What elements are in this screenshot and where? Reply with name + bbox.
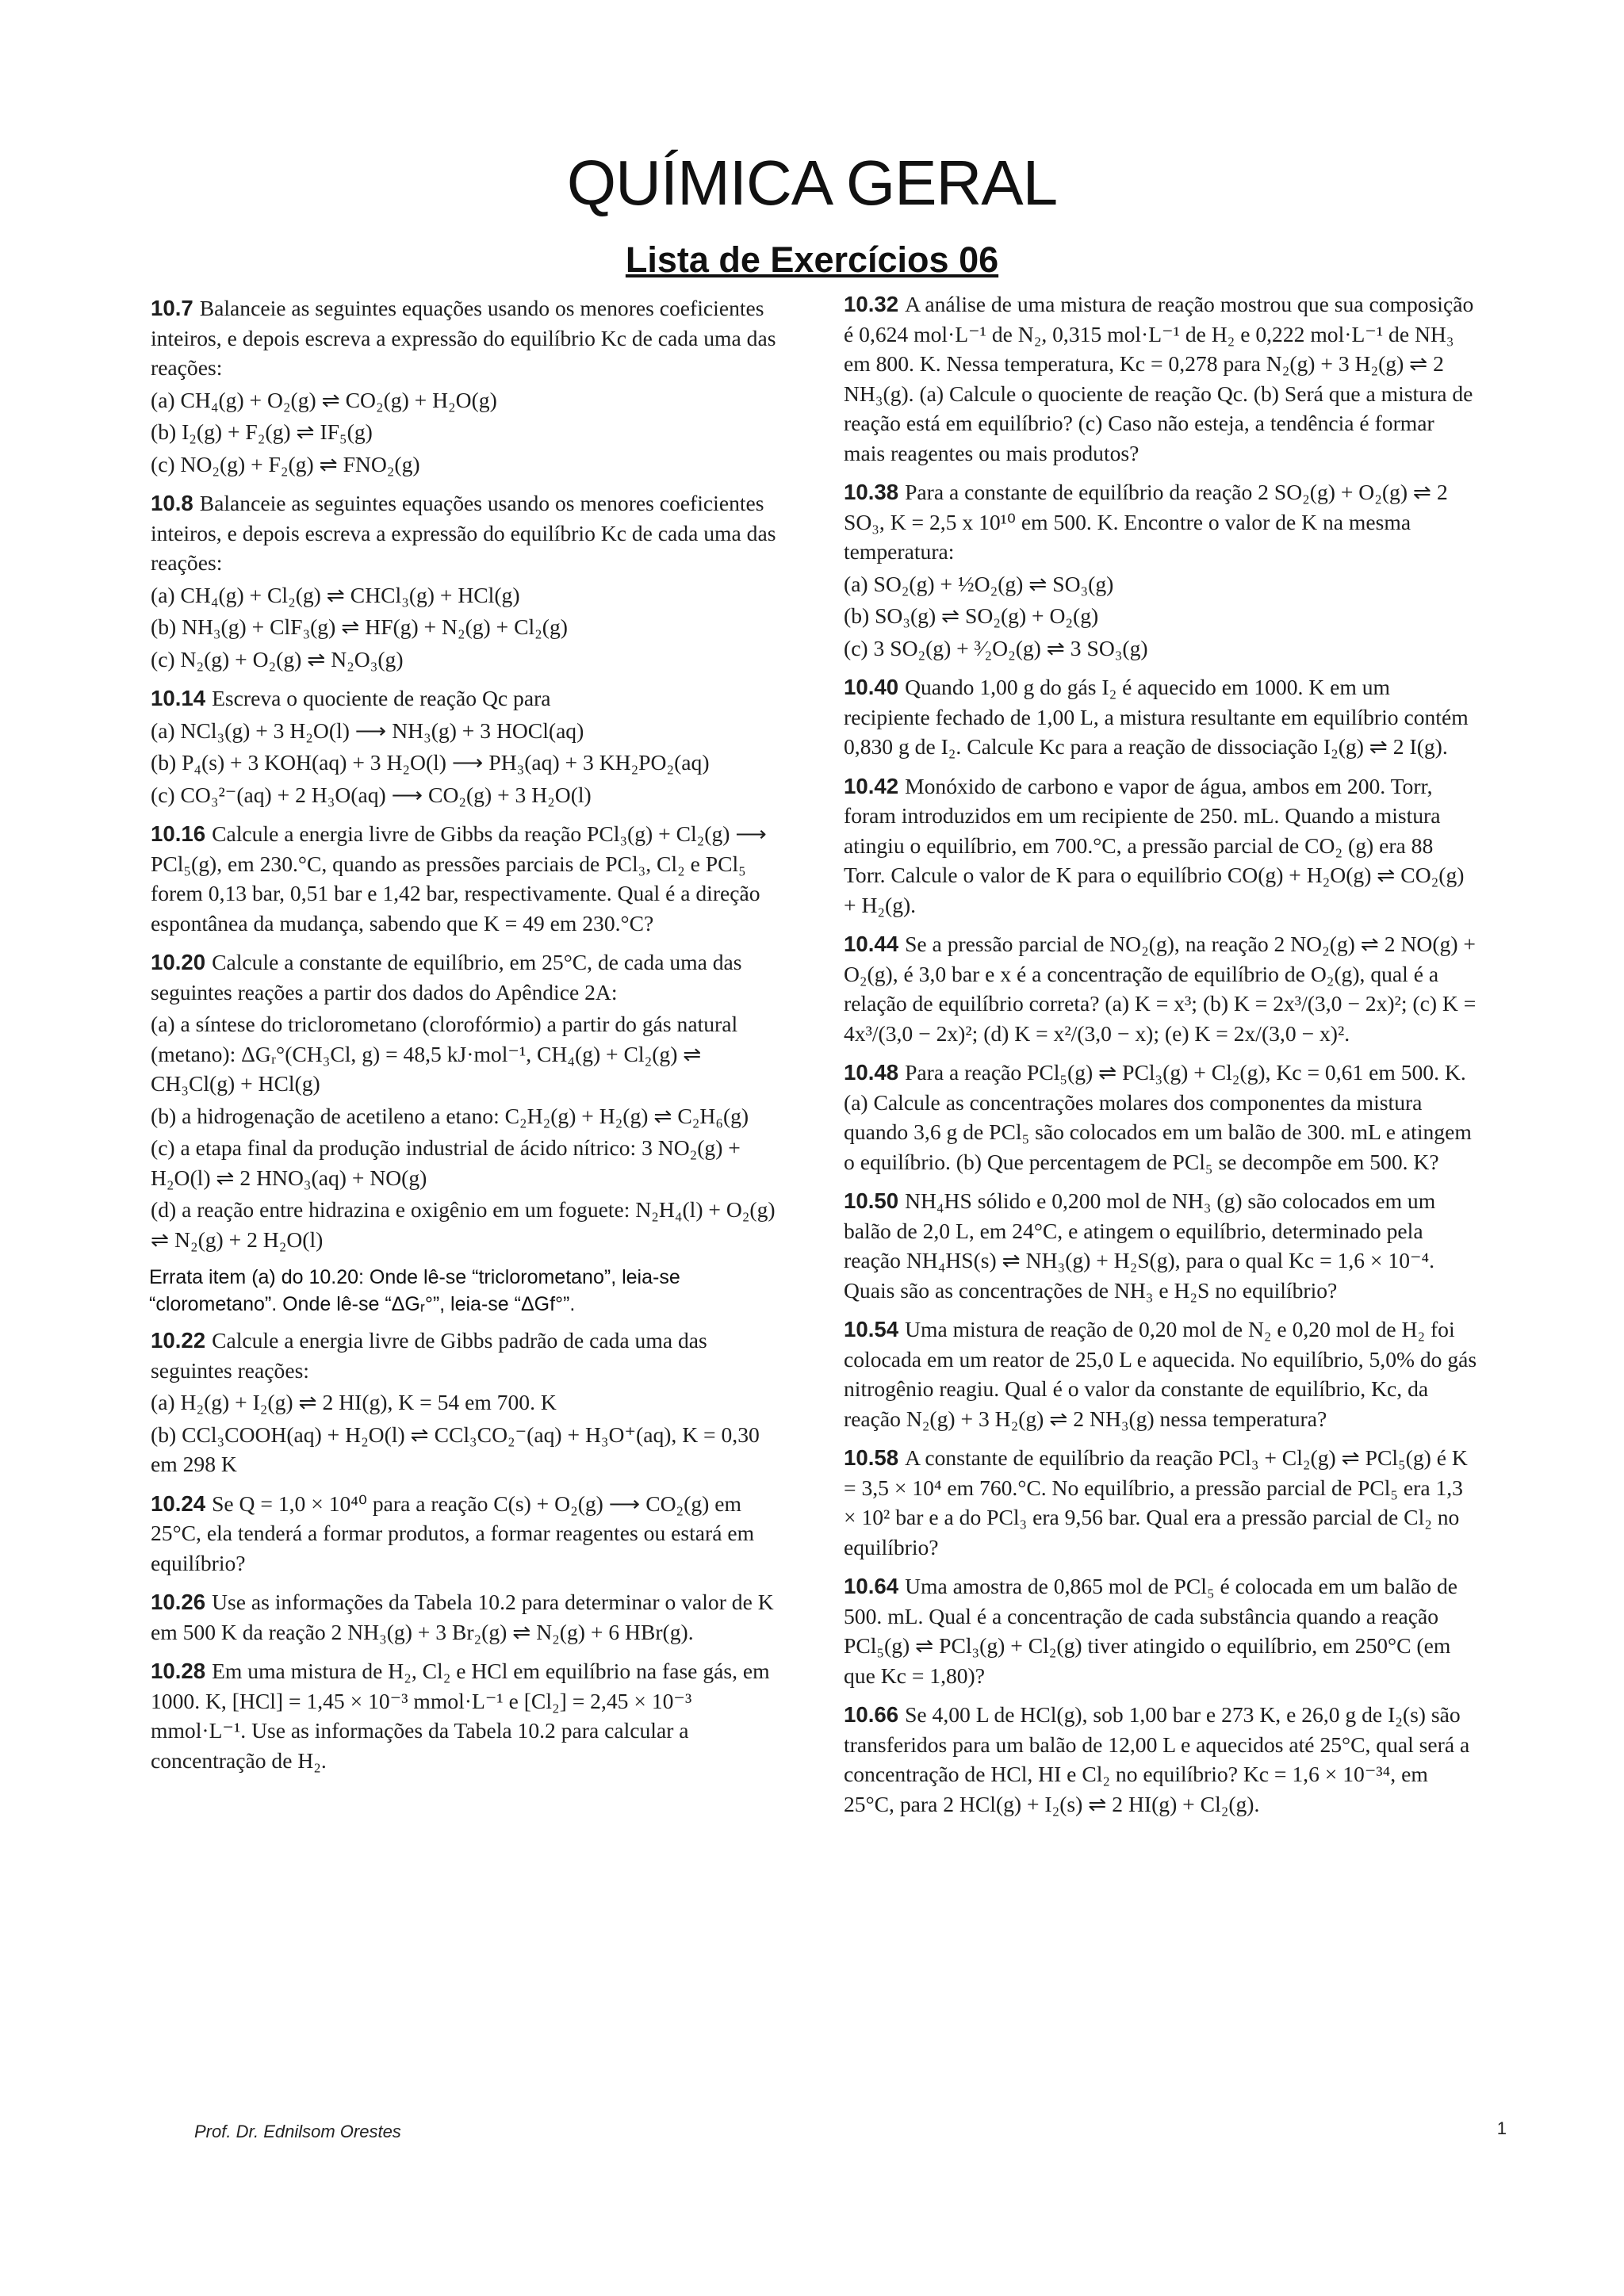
exercise-10-44: [844, 929, 1478, 1048]
exercise-10-40: [844, 672, 1478, 762]
exercise-text: Calcule a energia livre de Gibbs da reação PCl₃(g) + Cl₂(g) ⟶ PCl₅(g), em 230.°C, quando as pressões parciais de PCl₃, Cl₂ e PCl₅ forem 0,13 bar, 0,51 bar e 1,42 bar, respectivamente. Qual é a direção espontânea da mudança, sabendo que K = 49 em 230.°C?: [151, 821, 767, 936]
exercise-item: (b) I₂(g) + F₂(g) ⇌ IF₅(g): [151, 419, 373, 444]
exercise-statement: [844, 289, 1478, 468]
exercise-text: Se Q = 1,0 × 10⁴⁰ para a reação C(s) + O₂(g) ⟶ CO₂(g) em 25°C, ela tenderá a formar produtos, a formar reagentes ou estará em equilíbrio?: [151, 1490, 755, 1575]
exercise-text: Monóxido de carbono e vapor de água, ambos em 200. Torr, foram introduzidos em um recipiente de 250. mL. Quando a mistura atingiu o equilíbrio, em 700.°C, a pressão parcial de CO₂ (g) era 88 Torr. Calcule o valor de K para o equilíbrio CO(g) + H₂O(g) ⇌ CO₂(g) + H₂(g).: [844, 773, 1465, 917]
exercise-10-48: [844, 1058, 1478, 1177]
exercise-10-64: [844, 1571, 1478, 1690]
exercise-item: (a) CH₄(g) + Cl₂(g) ⇌ CHCl₃(g) + HCl(g): [151, 582, 520, 607]
exercise-10-16: [151, 819, 785, 938]
exercise-number: 10.48: [844, 1060, 899, 1085]
exercise-10-24: [151, 1489, 785, 1578]
exercise-number: 10.22: [151, 1328, 206, 1353]
exercise-text: NH₄HS sólido e 0,200 mol de NH₃ (g) são colocados em um balão de 2,0 L, em 24°C, e atingem o equilíbrio, determinado pela reação NH₄HS(s) ⇌ NH₃(g) + H₂S(g), para o qual Kc = 1,6 × 10⁻⁴. Quais são as concentrações de NH₃ e H₂S no equilíbrio?: [844, 1188, 1436, 1303]
exercise-10-38: [844, 477, 1478, 663]
exercise-text: Em uma mistura de H₂, Cl₂ e HCl em equilíbrio na fase gás, em 1000. K, [HCl] = 1,45 × 10⁻³ mmol·L⁻¹ e [Cl₂] = 2,45 × 10⁻³ mmol·L⁻¹. Use as informações da Tabela 10.2 para calcular a concentração de H₂.: [151, 1659, 770, 1773]
exercise-statement: [844, 1186, 1478, 1305]
exercise-text: Uma amostra de 0,865 mol de PCl₅ é colocada em um balão de 500. mL. Qual é a concentração de cada substância quando a reação PCl₅(g) ⇌ PCl₃(g) + Cl₂(g) tiver atingido o equilíbrio, em 250°C (em que Kc = 1,80)?: [844, 1574, 1458, 1688]
exercise-number: 10.42: [844, 773, 899, 798]
exercise-statement: [151, 1326, 785, 1385]
exercise-number: 10.28: [151, 1659, 206, 1683]
exercise-10-42: [844, 771, 1478, 920]
exercise-number: 10.20: [151, 950, 206, 974]
exercise-10-7: [151, 293, 785, 479]
exercise-10-8: [151, 488, 785, 674]
exercise-text: Calcule a energia livre de Gibbs padrão de cada uma das seguintes reações:: [151, 1328, 707, 1383]
exercise-10-26: [151, 1587, 785, 1647]
exercise-10-54: [844, 1314, 1478, 1433]
exercise-item: (c) 3 SO₂(g) + ³⁄₂O₂(g) ⇌ 3 SO₃(g): [844, 635, 1148, 660]
exercise-statement: [844, 1314, 1478, 1433]
exercise-item: (c) CO₃²⁻(aq) + 2 H₃O(aq) ⟶ CO₂(g) + 3 H₂O(l): [151, 782, 592, 807]
exercise-item: (a) a síntese do triclorometano (clorofórmio) a partir do gás natural (metano): ΔGᵣ°(CH₃Cl, g) = 48,5 kJ·mol⁻¹, CH₄(g) + Cl₂(g) ⇌ CH₃Cl(g) + HCl(g): [151, 1012, 738, 1096]
exercise-item: (c) NO₂(g) + F₂(g) ⇌ FNO₂(g): [151, 451, 420, 476]
exercise-item: (b) NH₃(g) + ClF₃(g) ⇌ HF(g) + N₂(g) + Cl₂(g): [151, 614, 568, 639]
exercise-10-58: [844, 1443, 1478, 1562]
exercise-number: 10.58: [844, 1445, 899, 1470]
exercise-item: (c) a etapa final da produção industrial de ácido nítrico: 3 NO₂(g) + H₂O(l) ⇌ 2 HNO₃(aq) + NO(g): [151, 1135, 741, 1190]
exercise-statement: [844, 929, 1478, 1048]
exercise-item: (b) SO₃(g) ⇌ SO₂(g) + O₂(g): [844, 603, 1099, 628]
exercise-10-28: [151, 1656, 785, 1775]
exercise-10-20: [151, 947, 785, 1254]
right-column: [844, 289, 1478, 1828]
exercise-text: A análise de uma mistura de reação mostrou que sua composição é 0,624 mol·L⁻¹ de N₂, 0,315 mol·L⁻¹ de H₂ e 0,222 mol·L⁻¹ de NH₃ em 800. K. Nessa temperatura, Kc = 0,278 para N₂(g) + 3 H₂(g) ⇌ 2 NH₃(g). (a) Calcule o quociente de reação Qc. (b) Será que a mistura de reação está em equilíbrio? (c) Caso não esteja, a tendência é formar mais reagentes ou mais produtos?: [844, 292, 1474, 465]
exercise-number: 10.24: [151, 1490, 206, 1516]
exercise-number: 10.50: [844, 1188, 899, 1213]
exercise-number: 10.64: [844, 1574, 899, 1598]
exercise-10-66: [844, 1700, 1478, 1819]
footer-author: Prof. Dr. Ednilsom Orestes: [194, 2122, 401, 2141]
exercise-text: Se a pressão parcial de NO₂(g), na reação 2 NO₂(g) ⇌ 2 NO(g) + O₂(g), é 3,0 bar e x é a concentração de equilíbrio de O₂(g), qual é a relação de equilíbrio correta? (a) K = x³; (b) K = 2x³/(3,0 − 2x)²; (c) K = 4x³/(3,0 − 2x)²; (d) K = x²/(3,0 − x); (e) K = 2x/(3,0 − x)².: [844, 932, 1477, 1046]
exercise-number: 10.66: [844, 1702, 899, 1727]
exercise-number: 10.32: [844, 292, 899, 316]
exercise-statement: [151, 1489, 785, 1578]
exercise-statement: [844, 672, 1478, 762]
exercise-statement: [844, 477, 1478, 567]
left-column: [151, 293, 785, 1785]
exercise-item: (d) a reação entre hidrazina e oxigênio em um foguete: N₂H₄(l) + O₂(g) ⇌ N₂(g) + 2 H₂O(l): [151, 1197, 776, 1252]
exercise-statement: [151, 1656, 785, 1775]
exercise-10-50: [844, 1186, 1478, 1305]
exercise-number: 10.40: [844, 675, 899, 699]
exercise-text: Para a constante de equilíbrio da reação 2 SO₂(g) + O₂(g) ⇌ 2 SO₃, K = 2,5 x 10¹⁰ em 500. K. Encontre o valor de K na mesma temperatura:: [844, 480, 1448, 564]
exercise-number: 10.44: [844, 932, 899, 956]
exercise-statement: [844, 1443, 1478, 1562]
exercise-statement: [844, 1058, 1478, 1177]
exercise-item: (b) CCl₃COOH(aq) + H₂O(l) ⇌ CCl₃CO₂⁻(aq) + H₃O⁺(aq), K = 0,30 em 298 K: [151, 1422, 760, 1476]
exercise-text: Uma mistura de reação de 0,20 mol de N₂ e 0,20 mol de H₂ foi colocada em um reator de 25,0 L e aquecida. No equilíbrio, 5,0% do gás nitrogênio reagiu. Qual é o valor da constante de equilíbrio, Kc, da reação N₂(g) + 3 H₂(g) ⇌ 2 NH₃(g) nessa temperatura?: [844, 1317, 1477, 1431]
exercise-statement: [151, 488, 785, 578]
exercise-item: (a) CH₄(g) + O₂(g) ⇌ CO₂(g) + H₂O(g): [151, 387, 497, 412]
exercise-number: 10.26: [151, 1590, 206, 1614]
exercise-statement: [151, 947, 785, 1007]
exercise-item: (a) H₂(g) + I₂(g) ⇌ 2 HI(g), K = 54 em 700. K: [151, 1390, 557, 1414]
exercise-item: (c) N₂(g) + O₂(g) ⇌ N₂O₃(g): [151, 646, 404, 672]
exercise-text: A constante de equilíbrio da reação PCl₃ + Cl₂(g) ⇌ PCl₅(g) é K = 3,5 × 10⁴ em 760.°C. No equilíbrio, a pressão parcial de PCl₅ era 1,3 × 10² bar e a do PCl₃ era 9,56 bar. Qual era a pressão parcial de Cl₂ no equilíbrio?: [844, 1445, 1468, 1559]
exercise-10-32: [844, 289, 1478, 468]
exercise-text: Calcule a constante de equilíbrio, em 25°C, de cada uma das seguintes reações a partir dos dados do Apêndice 2A:: [151, 950, 742, 1004]
exercise-number: 10.14: [151, 686, 206, 710]
exercise-text: Quando 1,00 g do gás I₂ é aquecido em 1000. K em um recipiente fechado de 1,00 L, a mistura resultante em equilíbrio contém 0,830 g de I₂. Calcule Kc para a reação de dissociação I₂(g) ⇌ 2 I(g).: [844, 675, 1469, 759]
exercise-statement: [151, 819, 785, 938]
exercise-number: 10.54: [844, 1317, 899, 1341]
exercise-text: Use as informações da Tabela 10.2 para determinar o valor de K em 500 K da reação 2 NH₃(g) + 3 Br₂(g) ⇌ N₂(g) + 6 HBr(g).: [151, 1590, 774, 1644]
exercise-statement: [844, 1700, 1478, 1819]
exercise-statement: [151, 293, 785, 383]
exercise-item: (a) NCl₃(g) + 3 H₂O(l) ⟶ NH₃(g) + 3 HOCl(aq): [151, 718, 584, 743]
page-number: 1: [1496, 2118, 1507, 2138]
exercise-text: Escreva o quociente de reação Qc para: [212, 686, 551, 710]
exercise-10-22: [151, 1326, 785, 1479]
exercise-statement: [151, 683, 785, 714]
exercise-number: 10.7: [151, 296, 193, 320]
exercise-number: 10.16: [151, 821, 206, 846]
exercise-statement: [151, 1587, 785, 1647]
exercise-number: 10.38: [844, 480, 899, 504]
exercise-text: Balanceie as seguintes equações usando os menores coeficientes inteiros, e depois escreva a expressão do equilíbrio Kc de cada uma das reações:: [151, 491, 776, 575]
exercise-statement: [844, 1571, 1478, 1690]
errata-note: Errata item (a) do 10.20: Onde lê-se “triclorometano”, leia-se “clorometano”. Onde lê-se “ΔGᵣ°”, leia-se “ΔGf°”.: [149, 1266, 680, 1315]
exercise-text: Para a reação PCl₅(g) ⇌ PCl₃(g) + Cl₂(g), Kc = 0,61 em 500. K. (a) Calcule as concentrações molares dos componentes da mistura quando 3,6 g de PCl₅ são colocados em um balão de 300. mL e atingem o equilíbrio. (b) Que percentagem de PCl₅ se decompõe em 500. K?: [844, 1060, 1472, 1174]
exercise-number: 10.8: [151, 491, 193, 515]
page-subtitle: Lista de Exercícios 06: [625, 239, 999, 280]
exercise-text: Se 4,00 L de HCl(g), sob 1,00 bar e 273 K, e 26,0 g de I₂(s) são transferidos para um balão de 12,00 L e aquecidos até 25°C, qual será a concentração de HCl, HI e Cl₂ no equilíbrio? Kc = 1,6 × 10⁻³⁴, em 25°C, para 2 HCl(g) + I₂(s) ⇌ 2 HI(g) + Cl₂(g).: [844, 1702, 1470, 1816]
exercise-item: (a) SO₂(g) + ½O₂(g) ⇌ SO₃(g): [844, 571, 1114, 596]
exercise-text: Balanceie as seguintes equações usando os menores coeficientes inteiros, e depois escreva a expressão do equilíbrio Kc de cada uma das reações:: [151, 296, 776, 380]
exercise-statement: [844, 771, 1478, 920]
page-title: QUÍMICA GERAL: [566, 147, 1058, 218]
exercise-10-14: [151, 683, 785, 809]
exercise-item: (b) P₄(s) + 3 KOH(aq) + 3 H₂O(l) ⟶ PH₃(aq) + 3 KH₂PO₂(aq): [151, 750, 710, 775]
exercise-item: (b) a hidrogenação de acetileno a etano: C₂H₂(g) + H₂(g) ⇌ C₂H₆(g): [151, 1103, 749, 1128]
